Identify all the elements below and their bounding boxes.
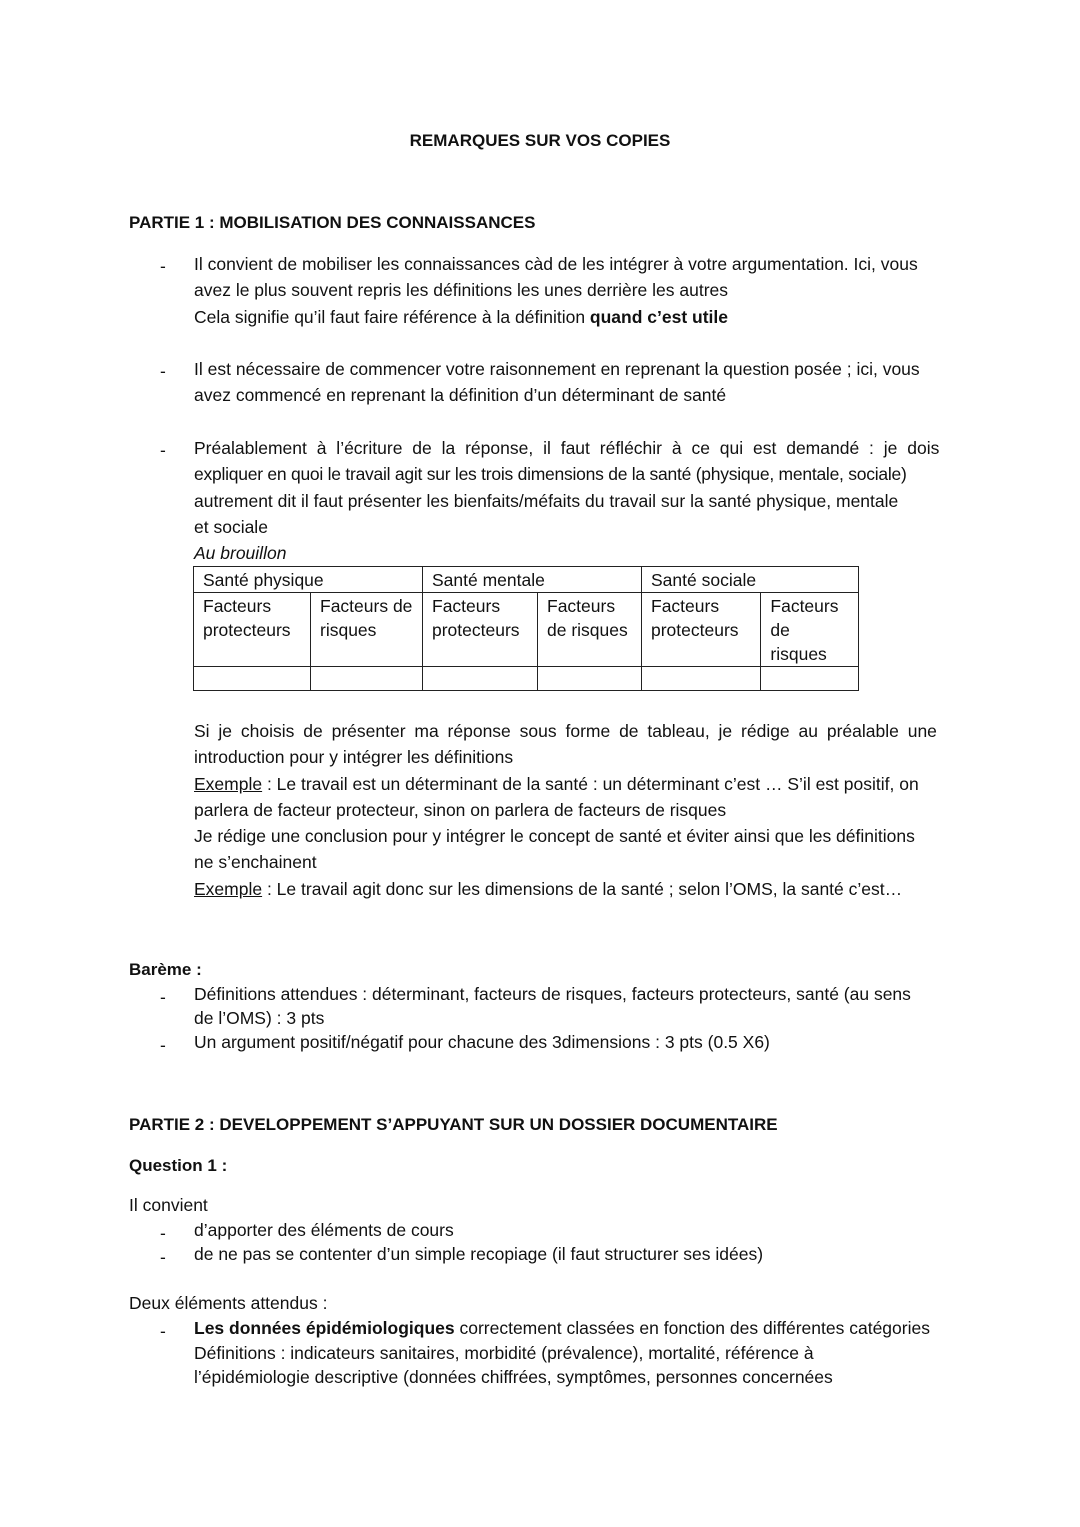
draft-table xyxy=(193,566,859,691)
header-sante-physique: Santé physique xyxy=(194,567,423,593)
example-label: Exemple xyxy=(194,773,263,794)
bareme-item-1-line-2: de l’OMS) : 3 pts xyxy=(194,1008,325,1028)
deux-elements-text: Deux éléments attendus : xyxy=(129,1293,328,1313)
il-convient-text: Il convient xyxy=(129,1195,208,1215)
convient-item-2: de ne pas se contenter d’un simple recopiage (il faut structurer ses idées) xyxy=(194,1244,764,1264)
bullet-dash: - xyxy=(160,256,166,276)
bullet-2-line-2: avez commencé en reprenant la définition d’un déterminant de santé xyxy=(194,385,727,406)
explanation-line-1: Si je choisis de présenter ma réponse sous forme de tableau, je rédige au préalable une xyxy=(194,721,937,741)
element-1-text: correctement classées en fonction des différentes catégories xyxy=(454,1318,930,1338)
bullet-dash: - xyxy=(160,361,166,381)
bareme-item-2: Un argument positif/négatif pour chacune des 3dimensions : 3 pts (0.5 X6) xyxy=(194,1032,770,1052)
example-text: : Le travail est un déterminant de la santé : un déterminant c’est … S’il est positif, on xyxy=(262,773,919,794)
explanation-line-2: introduction pour y intégrer les définitions xyxy=(194,747,514,768)
explanation-line-3 xyxy=(194,771,951,797)
partie1-heading: PARTIE 1 : MOBILISATION DES CONNAISSANCES xyxy=(129,213,536,232)
cell-facteurs-risques: Facteurs de risques xyxy=(311,593,423,667)
bullet-3-line-4: et sociale xyxy=(194,516,268,537)
cell-facteurs-risques: Facteurs de risques xyxy=(761,593,859,667)
cell-facteurs-protecteurs: Facteurs protecteurs xyxy=(642,593,761,667)
bullet-3-line-3: autrement dit il faut présenter les bienfaits/méfaits du travail sur la santé physique, mentale xyxy=(194,490,899,511)
example-text: : Le travail agit donc sur les dimensions de la santé ; selon l’OMS, la santé c’est… xyxy=(262,878,903,899)
header-sante-sociale: Santé sociale xyxy=(642,567,859,593)
empty-cell xyxy=(194,667,311,691)
element-1-bold-text: Les données épidémiologiques xyxy=(194,1318,455,1338)
empty-cell xyxy=(423,667,538,691)
header-sante-mentale: Santé mentale xyxy=(423,567,642,593)
bullet-3-line-1: Préalablement à l’écriture de la réponse, il faut réfléchir à ce qui est demandé : je dois xyxy=(194,438,940,458)
bareme-heading: Barème : xyxy=(129,960,202,979)
page-title: REMARQUES SUR VOS COPIES xyxy=(409,131,671,150)
empty-cell xyxy=(311,667,423,691)
bullet-dash: - xyxy=(160,1223,166,1243)
explanation-line-6: ne s’enchainent xyxy=(194,852,317,873)
empty-cell xyxy=(538,667,642,691)
bullet-1-line-1: Il convient de mobiliser les connaissances càd de les intégrer à votre argumentation. Ici, vous xyxy=(194,254,918,274)
bullet-3-line-2: expliquer en quoi le travail agit sur les trois dimensions de la santé (physique, mentale, sociale) xyxy=(194,464,907,485)
convient-item-1: d’apporter des éléments de cours xyxy=(194,1220,454,1240)
bullet-1-line-2: avez le plus souvent repris les définitions les unes derrière les autres xyxy=(194,280,729,301)
bullet-2 xyxy=(194,356,951,409)
cell-facteurs-protecteurs: Facteurs protecteurs xyxy=(423,593,538,667)
bullet-dash: - xyxy=(160,1321,166,1341)
bullet-dash: - xyxy=(160,987,166,1007)
element-1-line-3: l’épidémiologie descriptive (données chiffrées, symptômes, personnes concernées xyxy=(194,1367,833,1387)
cell-facteurs-risques: Facteurs de risques xyxy=(538,593,642,667)
explanation-line-5: Je rédige une conclusion pour y intégrer le concept de santé et éviter ainsi que les définitions xyxy=(194,826,915,847)
bullet-dash: - xyxy=(160,440,166,460)
bullet-1-line-3-text: Cela signifie qu’il faut faire référence à la définition xyxy=(194,306,590,327)
empty-cell xyxy=(761,667,859,691)
partie2-heading: PARTIE 2 : DEVELOPPEMENT S’APPUYANT SUR UN DOSSIER DOCUMENTAIRE xyxy=(129,1115,778,1134)
element-1 xyxy=(194,1316,951,1390)
cell-facteurs-protecteurs: Facteurs protecteurs xyxy=(194,593,311,667)
bullet-dash: - xyxy=(160,1247,166,1267)
explanation-line-4: parlera de facteur protecteur, sinon on parlera de facteurs de risques xyxy=(194,799,727,820)
table-explanation xyxy=(194,718,951,902)
bullet-1-bold-text: quand c’est utile xyxy=(589,306,728,327)
explanation-line-7 xyxy=(194,876,951,902)
bareme-item-1-line-1: Définitions attendues : déterminant, facteurs de risques, facteurs protecteurs, santé (au sens xyxy=(194,984,911,1004)
element-1-line-2: Définitions : indicateurs sanitaires, morbidité (prévalence), mortalité, référence à xyxy=(194,1342,814,1363)
bareme-item-1 xyxy=(194,982,951,1030)
question-1-heading: Question 1 : xyxy=(129,1156,228,1175)
bullet-dash: - xyxy=(160,1035,166,1055)
element-1-line-1 xyxy=(194,1316,951,1341)
empty-cell xyxy=(642,667,761,691)
bullet-1 xyxy=(194,251,951,330)
example-label: Exemple xyxy=(194,878,263,899)
brouillon-label: Au brouillon xyxy=(194,543,287,564)
bullet-2-line-1: Il est nécessaire de commencer votre raisonnement en reprenant la question posée ; ici, vous xyxy=(194,359,920,379)
bullet-3 xyxy=(194,435,951,566)
bullet-1-line-3 xyxy=(194,304,951,330)
